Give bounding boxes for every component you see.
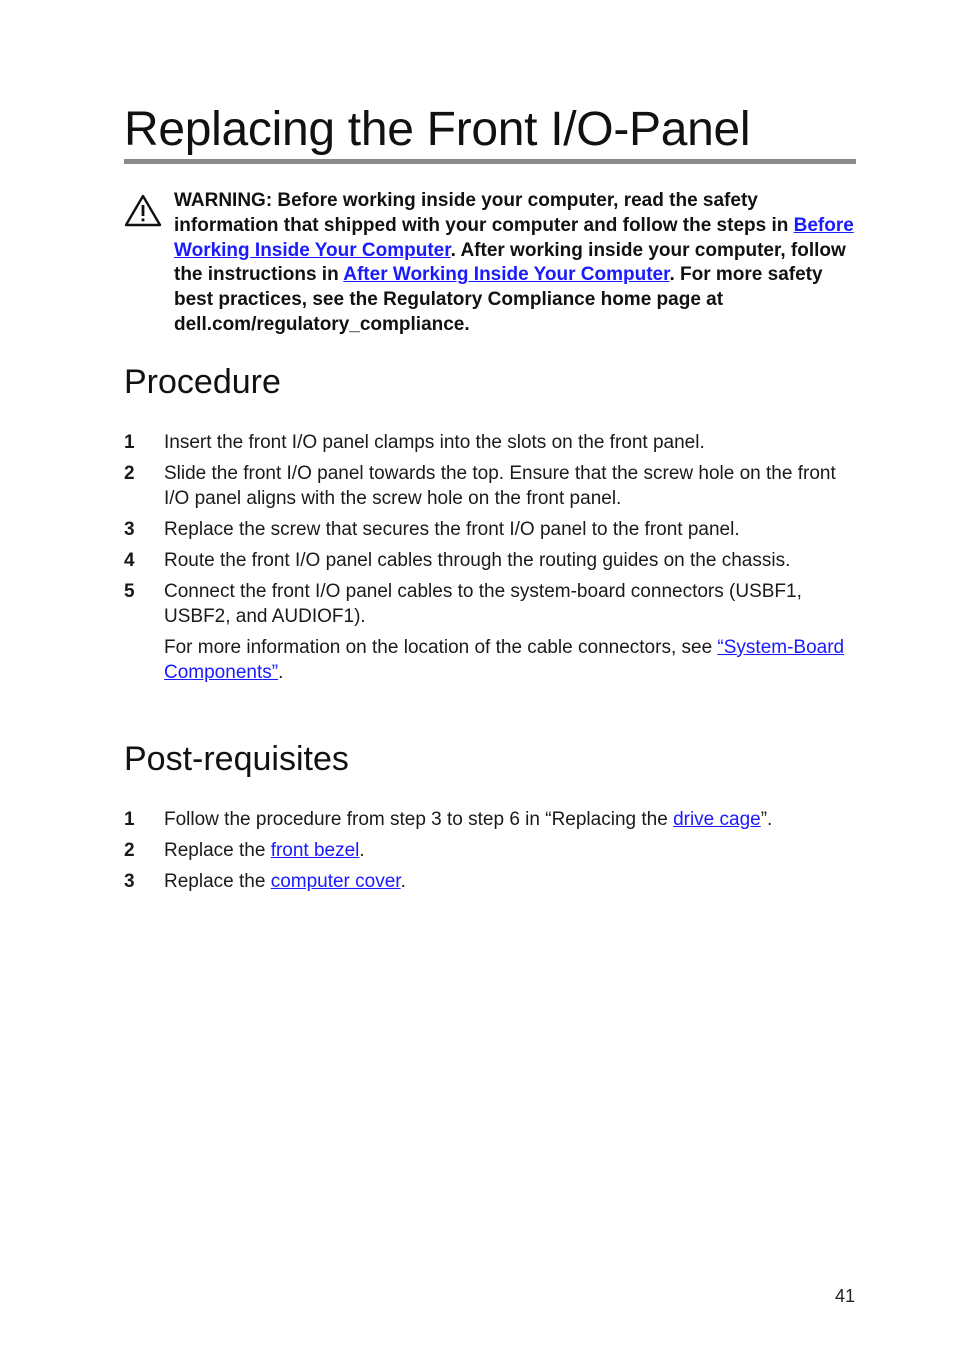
note-text: . [278, 662, 284, 683]
step-text: Connect the front I/O panel cables to the system-board connectors (USBF1, USBF2, and AUDIOF1). [164, 581, 802, 627]
procedure-steps [124, 430, 856, 691]
step-number: 1 [124, 432, 135, 453]
title-underline [124, 159, 856, 164]
procedure-step [124, 548, 856, 573]
step-text: . [359, 840, 365, 861]
step-text: Slide the front I/O panel towards the top. Ensure that the screw hole on the front I/O panel aligns with the screw hole on the front panel. [164, 463, 836, 509]
step-number: 3 [124, 519, 135, 540]
warning-text-part: . For more safety best practices, see the Regulatory Compliance home page at dell.com/regulatory_compliance. [174, 264, 823, 335]
procedure-step [124, 517, 856, 542]
step-text: Replace the [164, 871, 271, 892]
page-title: Replacing the Front I/O-Panel [124, 103, 751, 156]
front-bezel-link[interactable]: front bezel [270, 840, 360, 861]
postrequisite-step [124, 869, 856, 894]
postrequisite-step [124, 807, 856, 832]
step-number: 1 [124, 809, 135, 830]
step-number: 2 [124, 840, 135, 861]
step-number: 5 [124, 581, 135, 602]
step-note [164, 635, 856, 685]
step-text: Route the front I/O panel cables through the routing guides on the chassis. [164, 550, 791, 571]
step-number: 2 [124, 463, 135, 484]
warning-text-part: . After working inside your computer, follow the instructions in [174, 239, 846, 286]
before-working-link[interactable]: Before Working Inside Your Computer [174, 214, 854, 261]
note-text: For more information on the location of the cable connectors, see [164, 637, 718, 658]
warning-text-part: WARNING: Before working inside your computer, read the safety information that shipped with your computer and follow the steps in [174, 190, 794, 236]
warning-text [174, 189, 854, 338]
step-text: Replace the [164, 840, 271, 861]
page-number: 41 [834, 1286, 855, 1306]
step-text: Insert the front I/O panel clamps into the slots on the front panel. [164, 432, 705, 453]
computer-cover-link[interactable]: computer cover [270, 871, 401, 892]
step-number: 3 [124, 871, 135, 892]
step-number: 4 [124, 550, 135, 571]
procedure-step [124, 579, 856, 685]
after-working-link[interactable]: After Working Inside Your Computer [343, 264, 670, 286]
postrequisite-steps [124, 807, 856, 900]
system-board-components-link[interactable]: “System-Board Components” [164, 637, 845, 683]
procedure-heading: Procedure [124, 363, 281, 401]
procedure-step [124, 430, 856, 455]
postrequisites-heading: Post-requisites [124, 740, 349, 778]
warning-triangle-icon [124, 193, 162, 227]
step-text: Replace the screw that secures the front I/O panel to the front panel. [164, 519, 740, 540]
step-text: Follow the procedure from step 3 to step 6 in “Replacing the [164, 809, 674, 830]
procedure-step [124, 461, 856, 511]
step-text: . [400, 871, 406, 892]
postrequisite-step [124, 838, 856, 863]
step-text: ”. [760, 809, 773, 830]
drive-cage-link[interactable]: drive cage [673, 809, 761, 830]
